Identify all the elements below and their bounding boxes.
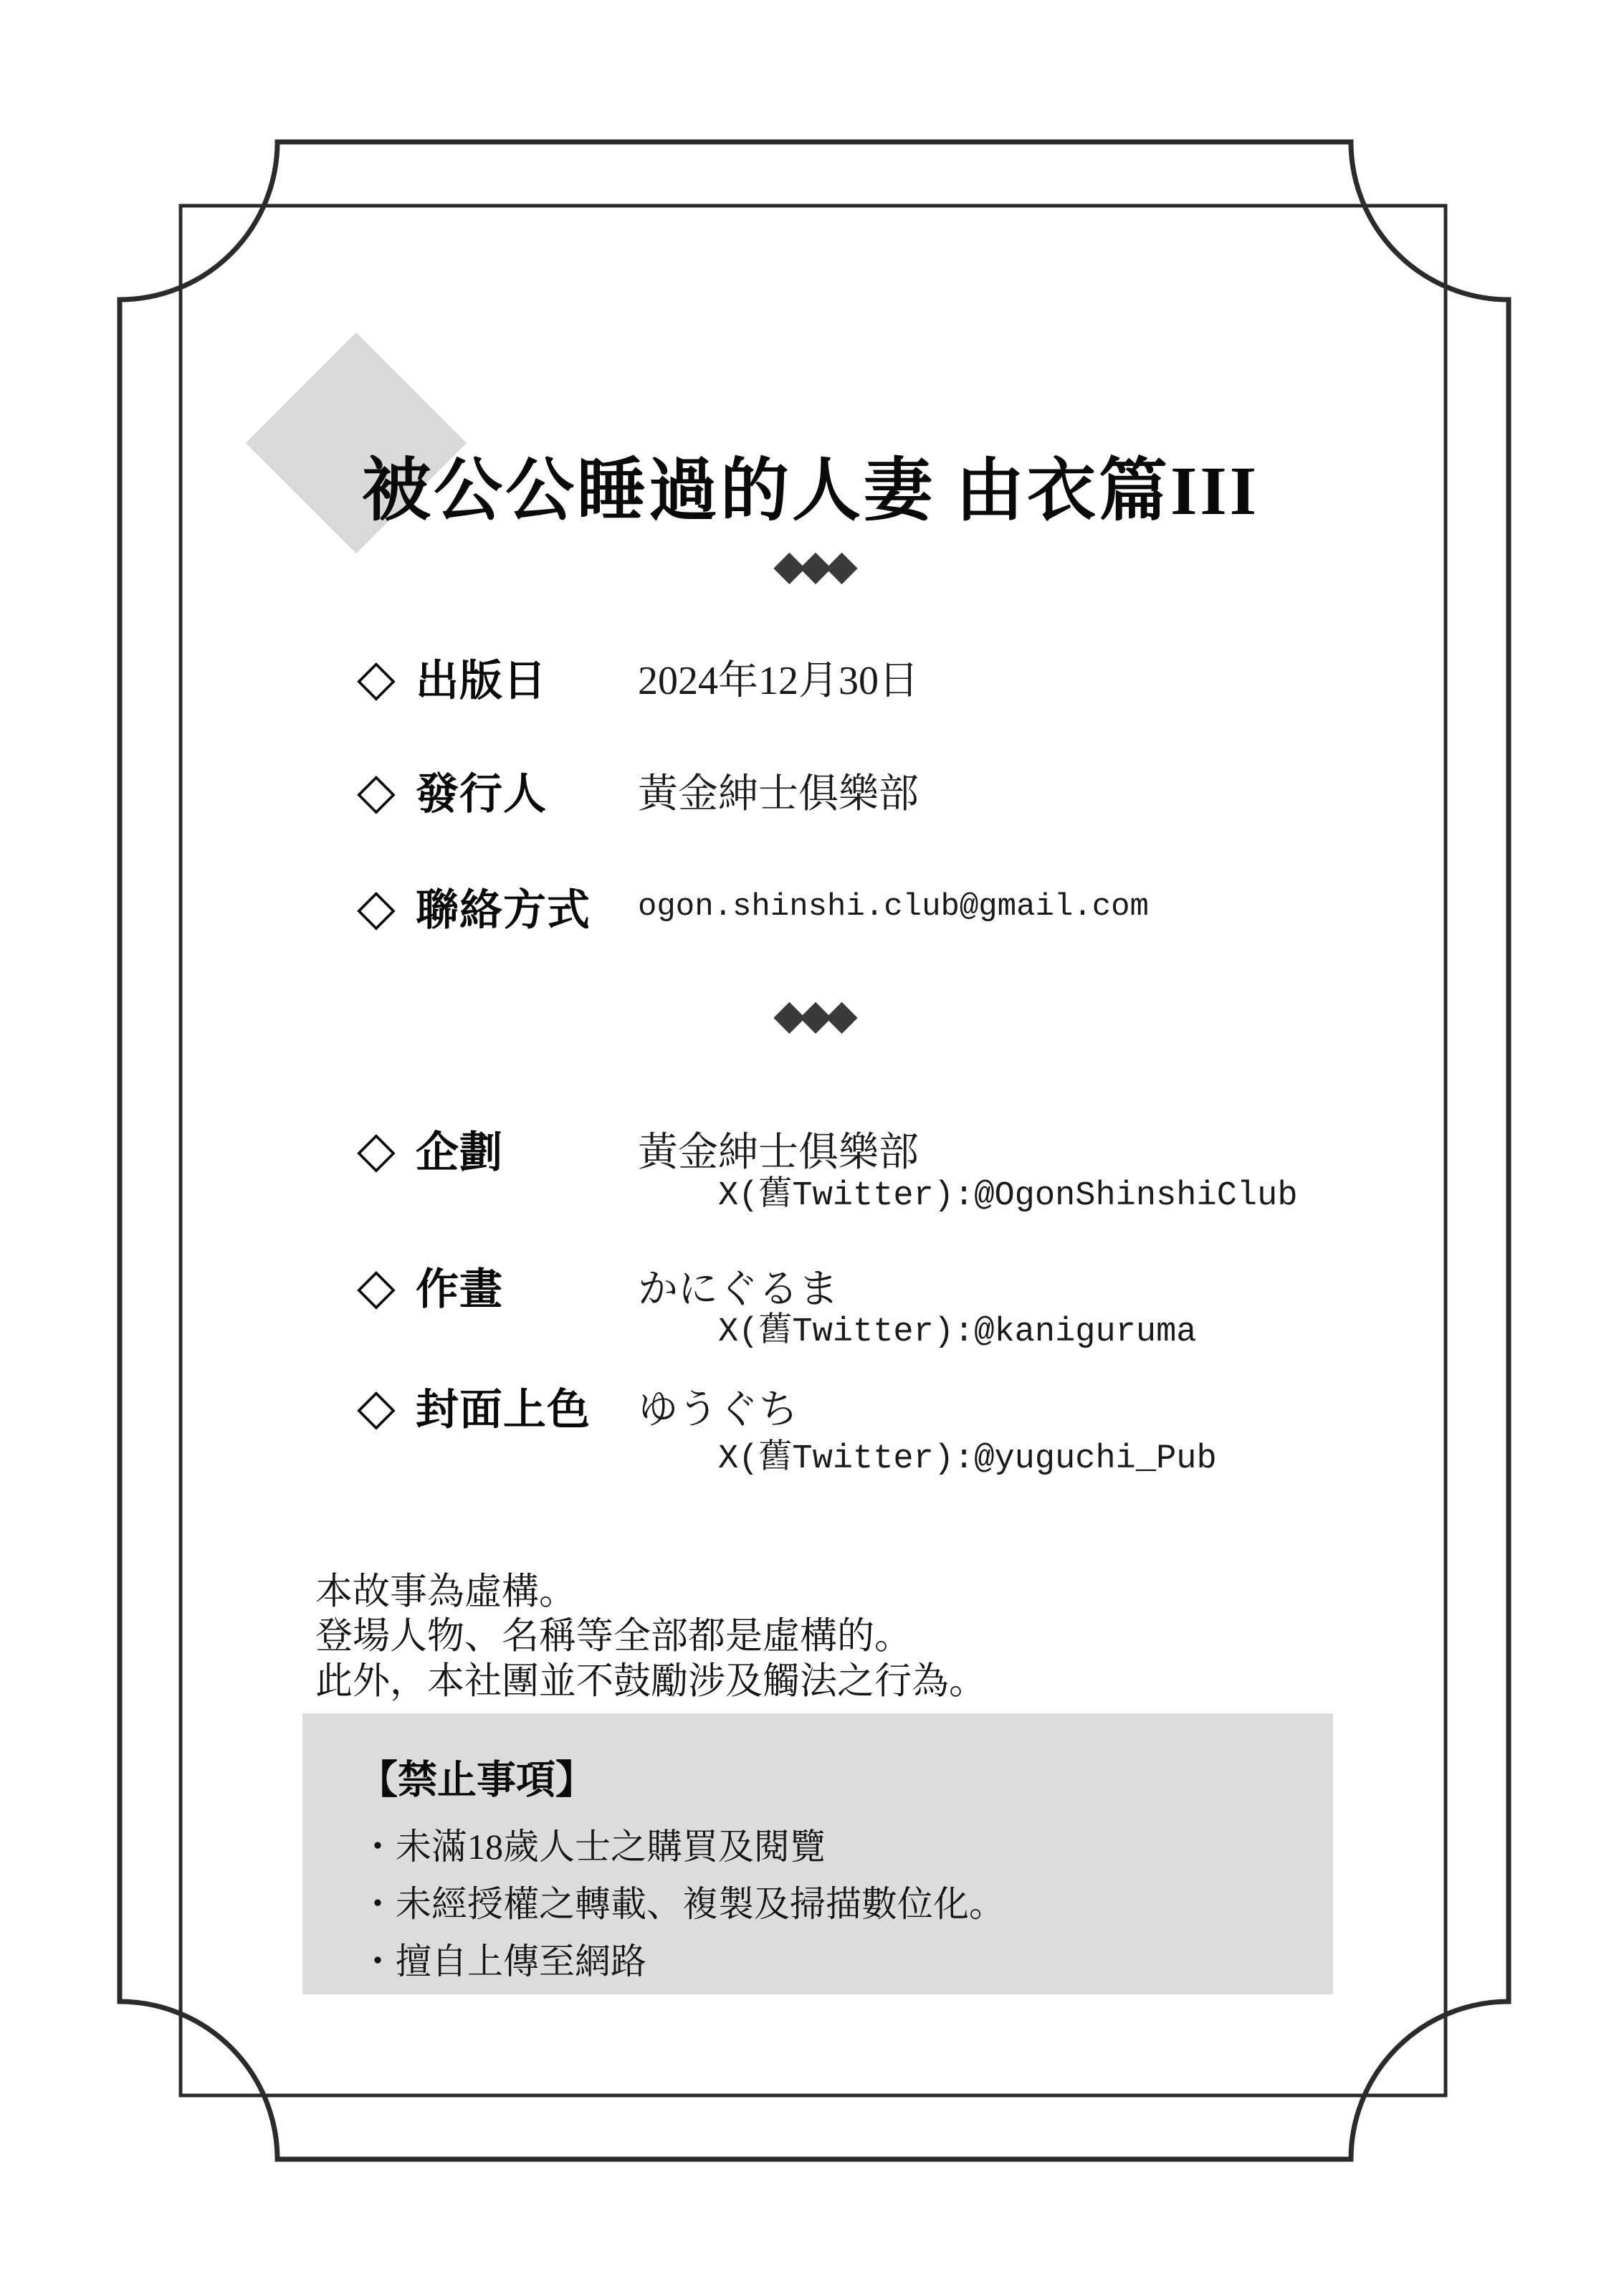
- disclaimer-line: 本故事為虛構。: [315, 1571, 577, 1613]
- diamond-marker-icon: ◇: [357, 1377, 396, 1436]
- credit-x-handle: X(舊Twitter):@OgonShinshiClub: [718, 1177, 1298, 1215]
- contact-email: ogon.shinshi.club@gmail.com: [638, 889, 1149, 925]
- row-label: 封面上色: [416, 1386, 591, 1434]
- credit-x-handle: X(舊Twitter):@kaniguruma: [718, 1313, 1197, 1351]
- diamond-marker-icon: ◇: [357, 648, 396, 707]
- row-label: 發行人: [416, 771, 547, 818]
- diamond-separator-icon: ◆◆◆: [773, 990, 852, 1039]
- disclaimer-line: 登場人物、名稱等全部都是虛構的。: [315, 1616, 912, 1657]
- diamond-separator-icon: ◆◆◆: [773, 541, 852, 589]
- prohibited-item: ・未滿18歲人士之購買及閱覽: [360, 1827, 826, 1867]
- row-label: 聯絡方式: [416, 887, 591, 934]
- diamond-marker-icon: ◇: [357, 1120, 396, 1179]
- prohibited-item: ・擅自上傳至網路: [360, 1941, 646, 1981]
- diamond-marker-icon: ◇: [357, 761, 396, 820]
- prohibited-box: [302, 1713, 1333, 1994]
- disclaimer-line: 此外，本社團並不鼓勵涉及觸法之行為。: [315, 1661, 987, 1703]
- prohibited-heading: 【禁止事項】: [358, 1758, 596, 1802]
- credit-name: 黃金紳士俱樂部: [638, 1131, 919, 1175]
- credit-name: ゆうぐち: [638, 1388, 798, 1432]
- diamond-marker-icon: ◇: [357, 877, 396, 936]
- row-label: 出版日: [416, 657, 547, 705]
- credit-x-handle: X(舊Twitter):@yuguchi_Pub: [718, 1440, 1217, 1478]
- row-value: 黃金紳士俱樂部: [638, 772, 919, 817]
- row-label: 作畫: [416, 1266, 503, 1313]
- row-value: 2024年12月30日: [638, 659, 919, 703]
- credit-name: かにぐるま: [638, 1267, 839, 1312]
- page-title: 被公公睡過的人妻 由衣篇III: [362, 452, 1260, 530]
- diamond-marker-icon: ◇: [357, 1257, 396, 1315]
- prohibited-item: ・未經授權之轉載、複製及掃描數位化。: [360, 1884, 1005, 1924]
- row-label: 企劃: [416, 1129, 503, 1176]
